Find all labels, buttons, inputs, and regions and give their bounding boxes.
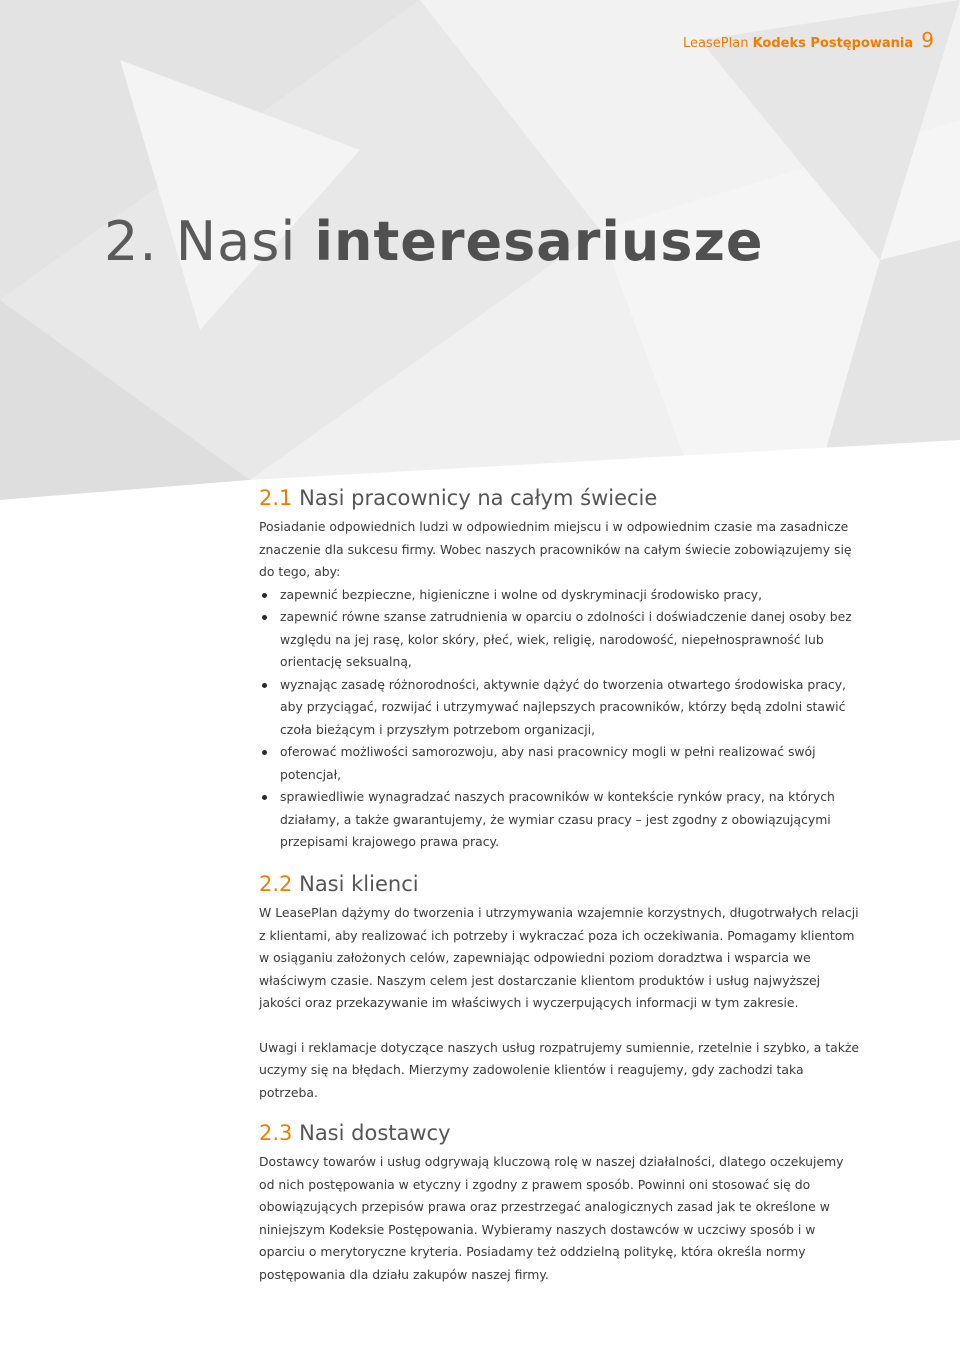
running-header: [683, 28, 934, 52]
section-title: Nasi dostawcy: [299, 1121, 451, 1145]
section-clients: [259, 872, 859, 1104]
section-number: 2.: [259, 486, 280, 510]
section-intro: Posiadanie odpowiednich ludzi w odpowiednim miejscu i w odpowiednim czasie ma zasadnicze znaczenie dla sukcesu firmy. Wobec naszych pracowników na całym świecie zobowiązujemy się do tego, aby:: [259, 519, 852, 579]
section-number: 2.: [259, 1121, 280, 1145]
section-title: Nasi pracownicy na całym świecie: [299, 486, 658, 510]
list-item: zapewnić równe szanse zatrudnienia w oparciu o zdolności i doświadczenie danej osoby bez względu na jej rasę, kolor skóry, płeć, wiek, religię, narodowość, niepełnosprawność lub orientację seksualną,: [259, 606, 859, 674]
paragraph: Uwagi i reklamacje dotyczące naszych usług rozpatrujemy sumiennie, rzetelnie i szybko, a także uczymy się na błędach. Mierzymy zadowolenie klientów i reagujemy, gdy zachodzi taka potrzeba.: [259, 1039, 859, 1100]
section-number-rest: 2: [279, 872, 293, 896]
header-brand: LeasePlan: [683, 36, 749, 51]
section-heading: [259, 872, 859, 896]
chapter-number: 2.: [104, 210, 158, 273]
section-employees: [259, 486, 859, 854]
section-title: Nasi klienci: [299, 872, 419, 896]
section-number: 2.: [259, 872, 280, 896]
list-item: zapewnić bezpieczne, higieniczne i wolne od dyskryminacji środowisko pracy,: [259, 584, 859, 607]
paragraph: Dostawcy towarów i usług odgrywają kluczową rolę w naszej działalności, dlatego oczekujemy od nich postępowania w etyczny i zgodny z prawem sposób. Powinni oni stosować się do obowiązujących przepisów prawa oraz przestrzegać analogicznych zasad jak te określone w niniejszym Kodeksie Postępowania. Wybieramy naszych dostawców w uczciwy sposób i w oparciu o merytoryczne kryteria. Posiadamy też oddzielną politykę, która określa normy postępowania dla działu zakupów naszej firmy.: [259, 1154, 844, 1282]
list-item: oferować możliwości samorozwoju, aby nasi pracownicy mogli w pełni realizować swój potencjał,: [259, 741, 859, 786]
section-number-rest: 1: [279, 486, 293, 510]
section-number-rest: 3: [279, 1121, 293, 1145]
section-heading: [259, 486, 859, 510]
header-doc-title: Kodeks Postępowania: [752, 36, 914, 51]
chapter-title-bold: interesariusze: [314, 210, 764, 273]
section-suppliers: [259, 1121, 859, 1286]
chapter-title-light: Nasi: [175, 210, 297, 273]
section-heading: [259, 1121, 859, 1145]
list-item: wyznając zasadę różnorodności, aktywnie dążyć do tworzenia otwartego środowiska pracy, aby przyciągać, rozwijać i utrzymywać najlepszych pracowników, którzy będą zdolni stawić czoła bieżącym i przyszłym potrzebom organizacji,: [259, 674, 859, 742]
chapter-title: [104, 210, 764, 273]
list-item: sprawiedliwie wynagradzać naszych pracowników w kontekście rynków pracy, na których działamy, a także gwarantujemy, że wymiar czasu pracy – jest zgodny z obowiązującymi przepisami krajowego prawa pracy.: [259, 786, 859, 854]
page-number: 9: [921, 28, 934, 52]
bullet-list: [259, 584, 859, 854]
paragraph: W LeasePlan dążymy do tworzenia i utrzymywania wzajemnie korzystnych, długotrwałych relacji z klientami, aby realizować ich potrzeby i wykraczać poza ich oczekiwania. Pomagamy klientom w osiąganiu założonych celów, zapewniając odpowiedni poziom doradztwa i wsparcia we właściwym czasie. Naszym celem jest dostarczanie klientom produktów i usług najwyższej jakości oraz przekazywanie im właściwych i wyczerpujących informacji w tym zakresie.: [259, 905, 859, 1010]
